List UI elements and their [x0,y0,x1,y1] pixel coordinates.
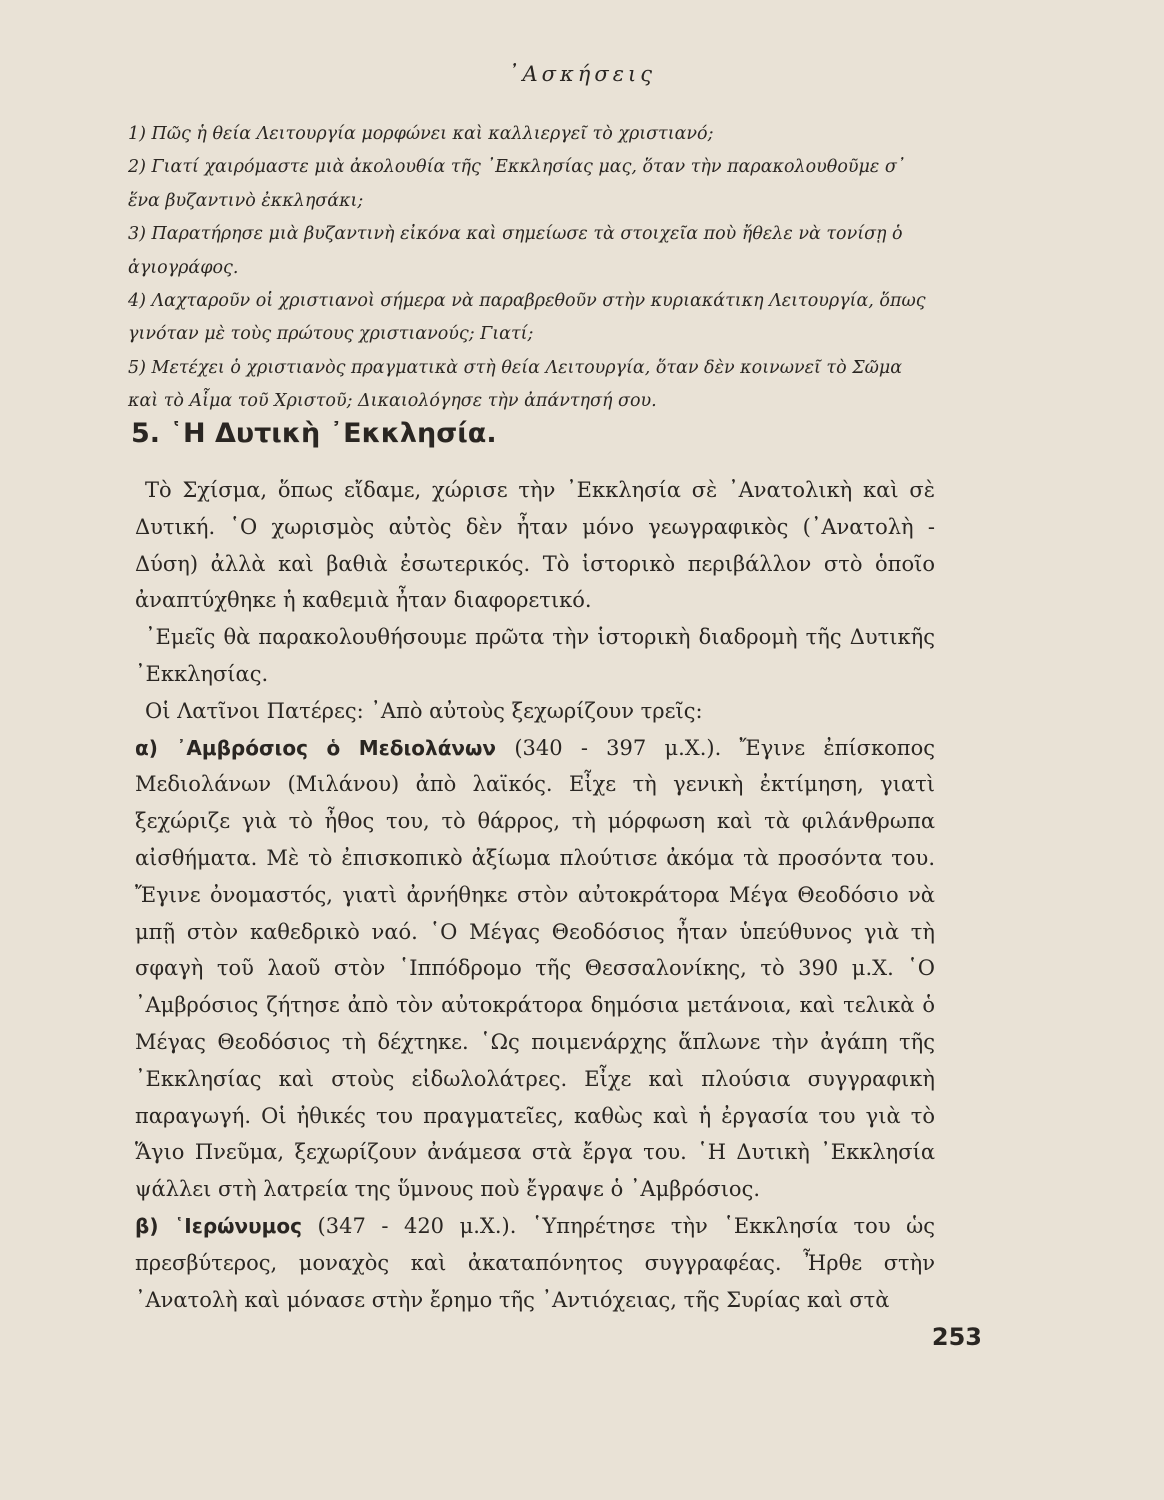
jerome-paragraph [135,1208,935,1318]
exercises-list [128,118,928,419]
exercise-item: 1) Πῶς ἡ θεία Λειτουργία μορφώνει καὶ καλλιεργεῖ τὸ χριστιανό; [128,124,714,144]
paragraph: ᾿Εμεῖς θὰ παρακολουθήσουμε πρῶτα τὴν ἱστορικὴ διαδρομὴ τῆς Δυτικῆς ᾿Εκκλησίας. [135,625,935,686]
running-title: ᾿Ασκήσεις [508,62,656,86]
exercise-item: 3) Παρατήρησε μιὰ βυζαντινὴ εἰκόνα καὶ σημείωσε τὰ στοιχεῖα ποὺ ἤθελε νὰ τονίσῃ ὁ ἁγιογράφος. [128,224,903,278]
ambrose-text: (340 - 397 μ.Χ.). Ἔγινε ἐπίσκοπος Μεδιολάνων (Μιλάνου) ἀπὸ λαϊκός. Εἶχε τὴ γενικὴ ἐκτίμηση, γιατὶ ξεχώριζε γιὰ τὸ ἦθος του, τὸ θάρρος, τὴ μόρφωση καὶ τὰ φιλάνθρωπα αἰσθήματα. Μὲ τὸ ἐπισκοπικὸ ἀξίωμα πλούτισε ἀκόμα τὰ προσόντα του. Ἔγινε ὀνομαστός, γιατὶ ἀρνήθηκε στὸν αὐτοκράτορα Μέγα Θεοδόσιο νὰ μπῇ στὸν καθεδρικὸ ναό. ῾Ο Μέγας Θεοδόσιος ἦταν ὑπεύθυνος γιὰ τὴ σφαγὴ τοῦ λαοῦ στὸν ῾Ιππόδρομο τῆς Θεσσαλονίκης, τὸ 390 μ.Χ. ῾Ο ᾿Αμβρόσιος ζήτησε ἀπὸ τὸν αὐτοκράτορα δημόσια μετάνοια, καὶ τελικὰ ὁ Μέγας Θεοδόσιος τὴ δέχτηκε. ῾Ως ποιμενάρχης ἅπλωνε τὴν ἀγάπη τῆς ᾿Εκκλησίας καὶ στοὺς εἰδωλολάτρες. Εἶχε καὶ πλούσια συγγραφικὴ παραγωγή. Οἱ ἠθικές του πραγματεῖες, καθὼς καὶ ἡ ἐργασία του γιὰ τὸ Ἅγιο Πνεῦμα, ξεχωρίζουν ἀνάμεσα στὰ ἔργα του. ῾Η Δυτικὴ ᾿Εκκλησία ψάλλει στὴ λατρεία της ὕμνους ποὺ ἔγραψε ὁ ᾿Αμβρόσιος. [135,735,935,1202]
body-text [135,472,935,1318]
ambrose-paragraph [135,730,935,1208]
exercise-item: 5) Μετέχει ὁ χριστιανὸς πραγματικὰ στὴ θεία Λειτουργία, ὅταν δὲν κοινωνεῖ τὸ Σῶμα καὶ τὸ Αἷμα τοῦ Χριστοῦ; Δικαιολόγησε τὴν ἀπάντησή σου. [128,357,903,412]
paragraph: Τὸ Σχίσμα, ὅπως εἴδαμε, χώρισε τὴν ᾿Εκκλησία σὲ ᾿Ανατολικὴ καὶ σὲ Δυτική. ῾Ο χωρισμὸς αὐτὸς δὲν ἦταν μόνο γεωγραφικὸς (᾿Ανατολὴ - Δύση) ἀλλὰ καὶ βαθιὰ ἐσωτερικός. Τὸ ἱστορικὸ περιβάλλον στὸ ὁποῖο ἀναπτύχθηκε ἡ καθεμιὰ ἦταν διαφορετικό. [135,478,935,613]
exercise-item: 2) Γιατί χαιρόμαστε μιὰ ἀκολουθία τῆς ᾿Εκκλησίας μας, ὅταν τὴν παρακολουθοῦμε σ᾿ ἕνα βυζαντινὸ ἐκκλησάκι; [128,157,906,211]
paragraph: Οἱ Λατῖνοι Πατέρες: ᾿Απὸ αὐτοὺς ξεχωρίζουν τρεῖς: [145,698,703,723]
jerome-heading: β) ῾Ιερώνυμος [135,1213,302,1238]
jerome-text: (347 - 420 μ.Χ.). ῾Υπηρέτησε τὴν ῾Εκκλησία του ὡς πρεσβύτερος, μοναχὸς καὶ ἀκαταπόνητος συγγραφέας. Ἦρθε στὴν ᾿Ανατολὴ καὶ μόνασε στὴν ἔρημο τῆς ᾿Αντιόχειας, τῆς Συρίας καὶ στὰ [135,1213,935,1312]
ambrose-heading: α) ᾿Αμβρόσιος ὁ Μεδιολάνων [135,735,497,760]
exercise-item: 4) Λαχταροῦν οἱ χριστιανοὶ σήμερα νὰ παραβρεθοῦν στὴν κυριακάτικη Λειτουργία, ὅπως γινόταν μὲ τοὺς πρώτους χριστιανούς; Γιατί; [128,291,926,345]
page-number: 253 [931,1323,982,1351]
section-title: 5. ῾Η Δυτικὴ ᾿Εκκλησία. [131,418,497,449]
